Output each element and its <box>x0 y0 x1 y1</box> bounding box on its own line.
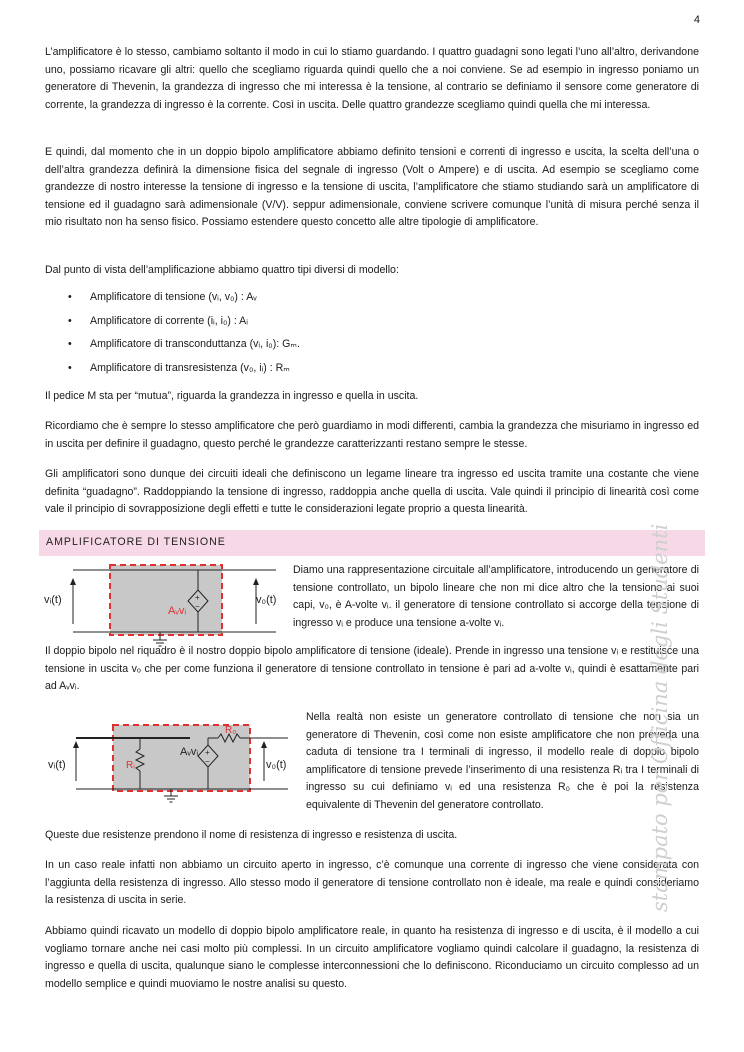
paragraph-5: Ricordiamo che è sempre lo stesso amplificatore che però guardiamo in modi differenti, cambia la grandezza che misuriamo in ingresso ed in uscita per definire il guadagno, questo perché le grandezze caratterizzanti restano sempre le stesse. <box>45 420 699 450</box>
amplifier-types-list <box>68 291 300 385</box>
ri-label: Rᵢ <box>126 760 135 771</box>
paragraph-2: E quindi, dal momento che in un doppio bipolo amplificatore abbiamo definito tensioni e correnti di ingresso e uscita, la scelta dell’una o dell’altra grandezza definirà la dimensione fisica del segnale di ingresso (Volt o Ampere) e di uscita. Ad esempio se scegliamo come grandezze di nostro interesse la tensione di ingresso e la tensione di uscita, l’amplificatore che stiamo studiando sarà un amplificatore di tensione ed il guadagno sarà adimensionale (V/V). seppur adimensionale, conviene scrivere comunque l’unità di misura perché senza il mio risultato non ha senso fisico. Possiamo estendere questo concetto alle altre tipologie di amplificatore. <box>45 146 699 228</box>
ro-label: R₀ <box>225 725 237 736</box>
paragraph-6: Gli amplificatori sono dunque dei circuiti ideali che definiscono un legame lineare tra ingresso ed uscita tramite una costante che viene definita “guadagno”. Raddoppiando la tensione di ingresso, raddoppia anche quella di uscita. Vale quindi il principio di linearità così come vale il principio di sovrapposizione degli effetti e tutte le considerazioni legate proprio a questa linearità. <box>45 468 699 515</box>
paragraph-12: Abbiamo quindi ricavato un modello di doppio bipolo amplificatore reale, in quanto ha resistenza di ingresso e di uscita, è il modello a cui vogliamo tornare anche nei casi molto più complessi. In un circuito amplificatore vogliamo quindi calcolare il guadagno, la resistenza di ingresso e quella di uscita, qualunque siano le complesse interconnessioni che lo definiscono. Riconduciamo un circuito complesso ad un modello semplice e quindi muoviamo le nostre analisi su questo. <box>45 925 699 990</box>
list-item: • Amplificatore di transresistenza (v₀, iᵢ) : Rₘ <box>68 362 300 386</box>
list-item: • Amplificatore di transconduttanza (vᵢ, i₀): Gₘ. <box>68 338 300 362</box>
list-item: • Amplificatore di corrente (iᵢ, i₀) : Aᵢ <box>68 315 300 339</box>
section-header <box>39 530 705 556</box>
page-number: 4 <box>693 14 700 26</box>
paragraph-11: In un caso reale infatti non abbiamo un circuito aperto in ingresso, c’è comunque una corrente di ingresso che viene considerata con l’aggiunta della resistenza di ingresso. Allo stesso modo il generatore di tensione controllato non è ideale, ma reale e quindi consideriamo la resistenza di uscita in serie. <box>45 859 699 906</box>
source-plus: + <box>205 748 210 757</box>
paragraph-4: Il pedice M sta per “mutua”, riguarda la grandezza in ingresso e quella in uscita. <box>45 390 419 402</box>
amplifier-box <box>110 565 222 635</box>
output-voltage-label: v₀(t) <box>256 594 277 606</box>
paragraph-1: L’amplificatore è lo stesso, cambiamo soltanto il modo in cui lo stiamo guardando. I quattro guadagni sono legati l’uno all’altro, derivandone uno, possiamo ricavare gli altri: quello che scegliamo riguarda quindi quello che a noi conviene. Se ad esempio in ingresso poniamo un generatore di Thevenin, la grandezza di ingresso che mi interessa è la tensione, al contrario se definiamo il sensore come generatore di corrente, la grandezza di ingresso è la corrente. Così in uscita. Delle quattro grandezze scegliamo quindi quella che mi interessa. <box>45 46 699 111</box>
source-minus: − <box>195 602 200 611</box>
input-voltage-label: vᵢ(t) <box>48 759 66 771</box>
output-voltage-label: v₀(t) <box>266 759 287 771</box>
paragraph-7: Diamo una rappresentazione circuitale all’amplificatore, introducendo un generatore di tensione controllato, un bipolo lineare che non mi dice altro che la tensione ai suoi capi, v₀, è A-volte vᵢ. il generatore di tensione controllato si accorge della tensione di ingresso vᵢ e produce una tensione a-volte vᵢ. <box>293 564 699 629</box>
gain-label: Aᵥvᵢ <box>168 605 187 617</box>
list-item: • Amplificatore di tensione (vᵢ, v₀) : Aᵥ <box>68 291 300 315</box>
real-amplifier-circuit <box>40 705 302 805</box>
paragraph-8: Il doppio bipolo nel riquadro è il nostro doppio bipolo amplificatore di tensione (ideale). Prende in ingresso una tensione vᵢ e restituisce una tensione in uscita vₒ che per come funziona il generatore di tensione controllato in tensione è pari ad a-volte vᵢ, quindi è esattamente pari ad Aᵥvᵢ. <box>45 645 699 692</box>
input-voltage-label: vᵢ(t) <box>44 594 62 606</box>
source-plus: + <box>195 593 200 602</box>
watermark <box>630 523 690 915</box>
paragraph-3: Dal punto di vista dell’amplificazione abbiamo quattro tipi diversi di modello: <box>45 264 399 276</box>
paragraph-9: Nella realtà non esiste un generatore controllato di tensione che non sia un generatore di Thevenin, così come non esiste amplificatore che non preveda una caduta di tensione tra I terminali di ingresso, il modello reale di doppio bipolo amplificatore di tensione prevede l’inserimento di una resistenza Rᵢ tra I terminali di ingresso su cui definiamo vᵢ ed una resistenza R₀ che è poi la resistenza equivalente di Thevenin del generatore controllato. <box>306 711 699 811</box>
section-title: AMPLIFICATORE DI TENSIONE <box>46 536 226 548</box>
ideal-amplifier-circuit <box>40 560 290 655</box>
source-minus: − <box>205 757 210 766</box>
watermark-text: stampato per Officina degli Studenti <box>648 523 672 912</box>
paragraph-10: Queste due resistenze prendono il nome di resistenza di ingresso e resistenza di uscita. <box>45 829 458 841</box>
gain-label: Aᵥvᵢ <box>180 746 199 758</box>
